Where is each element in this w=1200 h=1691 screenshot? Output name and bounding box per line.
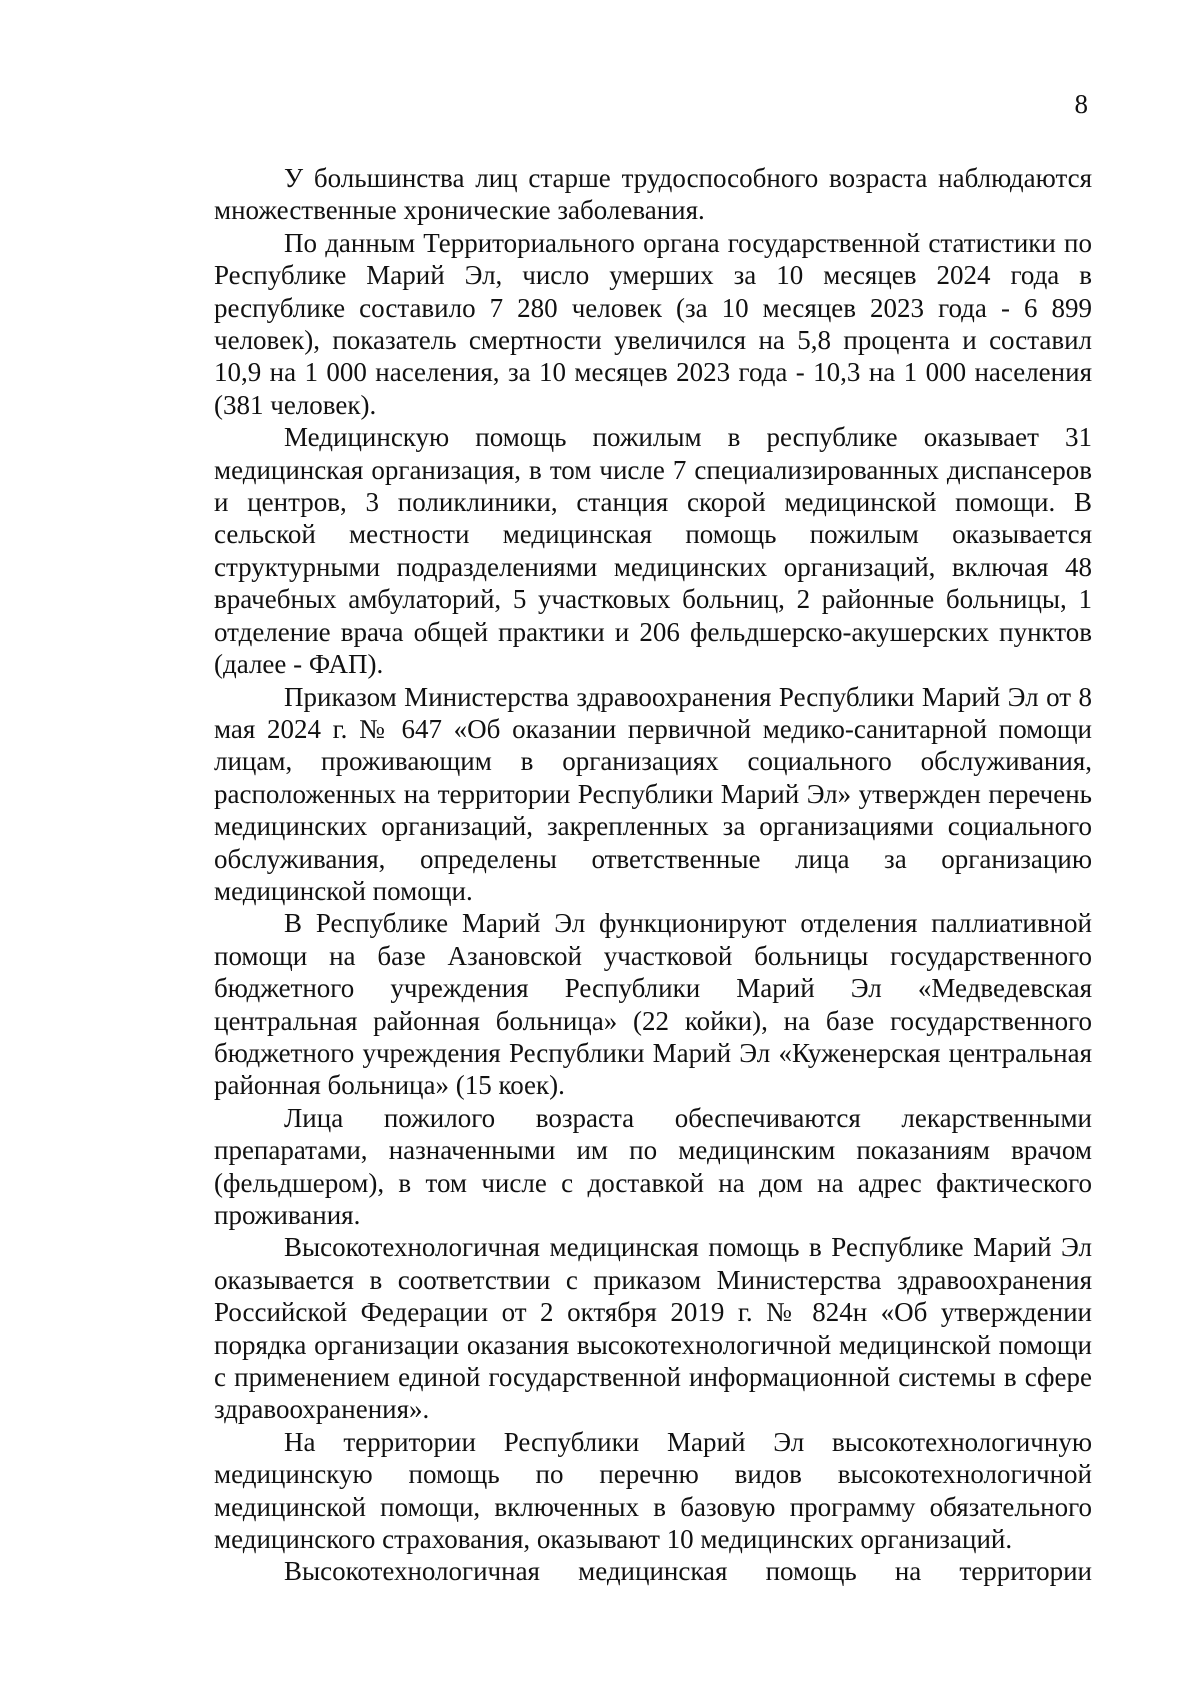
paragraph-medical-organizations: Медицинскую помощь пожилым в республике оказывает 31 медицинская организация, в том числе 7 специализированных диспансеров и центров, 3 поликлиники, станция скорой медицинской помощи. В сельской местности медицинская помощь пожилым оказывается структурными подразделениями медицинских организаций, включая 48 врачебных амбулаторий, 5 участковых больниц, 2 районные больницы, 1 отделение врача общей практики и 206 фельдшерско-акушерских пунктов (далее - ФАП). [214,422,1092,680]
paragraph-continued: Высокотехнологичная медицинская помощь на территории [284,1556,1092,1587]
paragraph-medication-supply: Лица пожилого возраста обеспечиваются лекарственными препаратами, назначенными им по медицинским показаниям врачом (фельдшером), в том числе с доставкой на дом на адрес фактического проживания. [214,1102,1092,1230]
document-body [214,162,1092,1588]
paragraph-chronic-diseases: У большинства лиц старше трудоспособного возраста наблюдаются множественные хронические заболевания. [214,163,1092,226]
paragraph-ministry-order: Приказом Министерства здравоохранения Республики Марий Эл от 8 мая 2024 г. № 647 «Об оказании первичной медико-санитарной помощи лицам, проживающим в организациях социального обслуживания, расположенных на территории Республики Марий Эл» утвержден перечень медицинских организаций, закрепленных за организациями социального обслуживания, определены ответственные лица за организацию медицинской помощи. [214,681,1092,906]
paragraph-high-tech-organizations: На территории Республики Марий Эл высокотехнологичную медицинскую помощь по перечню видов высокотехнологичной медицинской помощи, включенных в базовую программу обязательного медицинского страхования, оказывают 10 медицинских организаций. [214,1426,1092,1555]
paragraph-mortality-statistics: По данным Территориального органа государственной статистики по Республике Марий Эл, число умерших за 10 месяцев 2024 года в республике составило 7 280 человек (за 10 месяцев 2023 года - 6 899 человек), показатель смертности увеличился на 5,8 процента и составил 10,9 на 1 000 населения, за 10 месяцев 2023 года - 10,3 на 1 000 населения (381 человек). [214,227,1092,420]
paragraph-palliative-care: В Республике Марий Эл функционируют отделения паллиативной помощи на базе Азановской участковой больницы государственного бюджетного учреждения Республики Марий Эл «Медведевская центральная районная больница» (22 койки), на базе государственного бюджетного учреждения Республики Марий Эл «Куженерская центральная районная больница» (15 коек). [214,908,1092,1101]
page-number: 8 [1074,89,1088,119]
paragraph-high-tech-order: Высокотехнологичная медицинская помощь в Республике Марий Эл оказывается в соответствии с приказом Министерства здравоохранения Российской Федерации от 2 октября 2019 г. № 824н «Об утверждении порядка организации оказания высокотехнологичной медицинской помощи с применением единой государственной информационной системы в сфере здравоохранения». [214,1232,1092,1425]
